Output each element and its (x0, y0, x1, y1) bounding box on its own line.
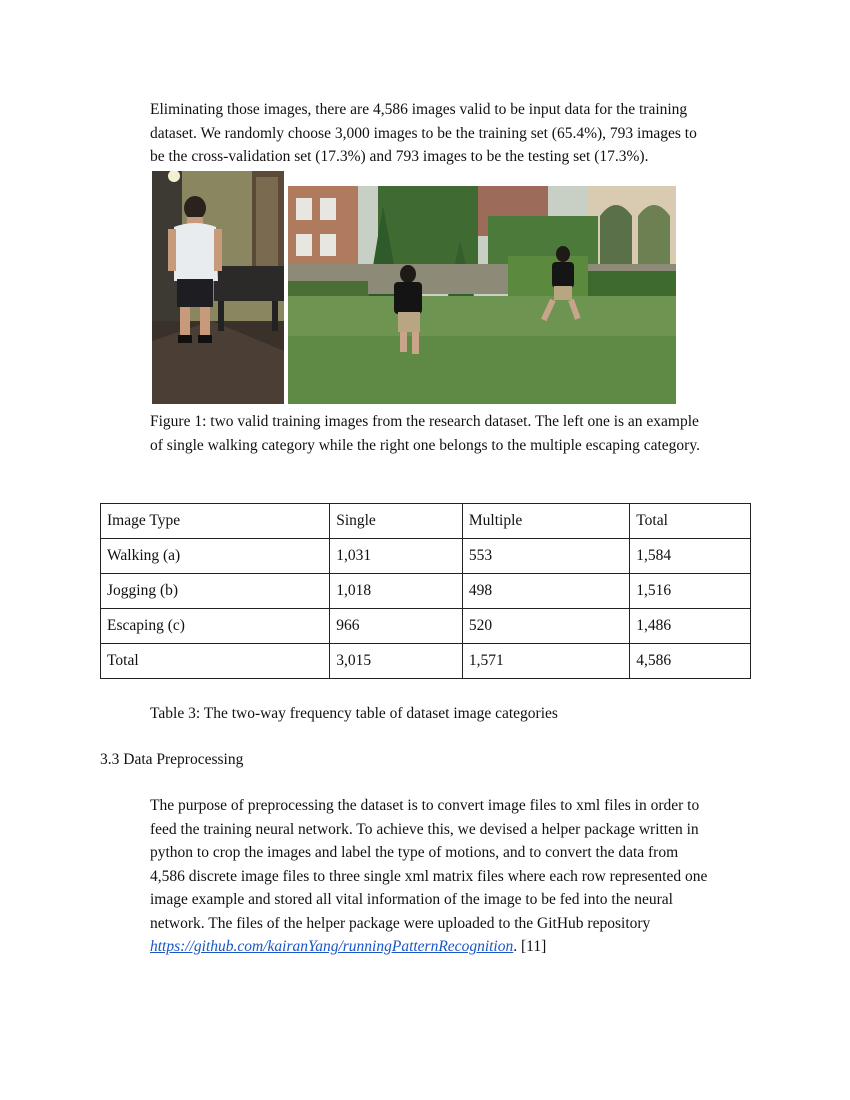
table-row (101, 539, 751, 574)
table-cell: Total (101, 644, 330, 679)
body-line: The purpose of preprocessing the dataset is to convert image files to xml files in order to (150, 797, 700, 814)
figure-image-multiple-escaping (288, 186, 676, 404)
table-header-cell: Single (330, 504, 463, 539)
body-line: image example and stored all vital information of the image to be fed into the neural (150, 891, 673, 908)
table-cell: Jogging (b) (101, 574, 330, 609)
intro-line: be the cross-validation set (17.3%) and 793 images to be the testing set (17.3%). (150, 148, 649, 165)
table-cell: 498 (462, 574, 629, 609)
frequency-table (100, 503, 751, 679)
table-cell: 1,516 (630, 574, 751, 609)
section-heading: 3.3 Data Preprocessing (100, 751, 244, 768)
body-line-with-link (150, 935, 770, 959)
table-row (101, 574, 751, 609)
intro-line: Eliminating those images, there are 4,586 images valid to be input data for the training (150, 101, 688, 118)
body-line: feed the training neural network. To achieve this, we devised a helper package written in (150, 820, 699, 838)
table-cell: 966 (330, 609, 463, 644)
table-caption: Table 3: The two-way frequency table of dataset image categories (150, 705, 558, 722)
table-header-cell: Total (630, 504, 751, 539)
table-cell: 1,018 (330, 574, 463, 609)
section-body-paragraph (150, 794, 770, 959)
table-row (101, 644, 751, 679)
intro-line: dataset. We randomly choose 3,000 images to be the training set (65.4%), 793 images to (150, 124, 697, 142)
table-cell: 1,571 (462, 644, 629, 679)
table-cell: 553 (462, 539, 629, 574)
figure-caption (150, 410, 760, 457)
table-cell: 520 (462, 609, 629, 644)
caption-line: of single walking category while the right one belongs to the multiple escaping category. (150, 436, 700, 454)
table-cell: 4,586 (630, 644, 751, 679)
figure-image-single-walking (152, 171, 284, 404)
table-row (101, 609, 751, 644)
body-line: network. The files of the helper package were uploaded to the GitHub repository (150, 914, 651, 932)
table-cell: 1,031 (330, 539, 463, 574)
intro-paragraph (150, 98, 760, 169)
table-cell: Walking (a) (101, 539, 330, 574)
table-cell: 3,015 (330, 644, 463, 679)
body-line: 4,586 discrete image files to three single xml matrix files where each row represented one (150, 867, 708, 885)
table-cell: 1,584 (630, 539, 751, 574)
table-header-row (101, 504, 751, 539)
table-cell: 1,486 (630, 609, 751, 644)
table-header-cell: Image Type (101, 504, 330, 539)
github-repo-link[interactable]: https://github.com/kairanYang/runningPatternRecognition (150, 938, 514, 955)
body-line: python to crop the images and label the type of motions, and to convert the data from (150, 844, 679, 861)
table-header-cell: Multiple (462, 504, 629, 539)
table-cell: Escaping (c) (101, 609, 330, 644)
citation-suffix: . [11] (513, 938, 547, 955)
caption-line: Figure 1: two valid training images from the research dataset. The left one is an example (150, 413, 699, 430)
